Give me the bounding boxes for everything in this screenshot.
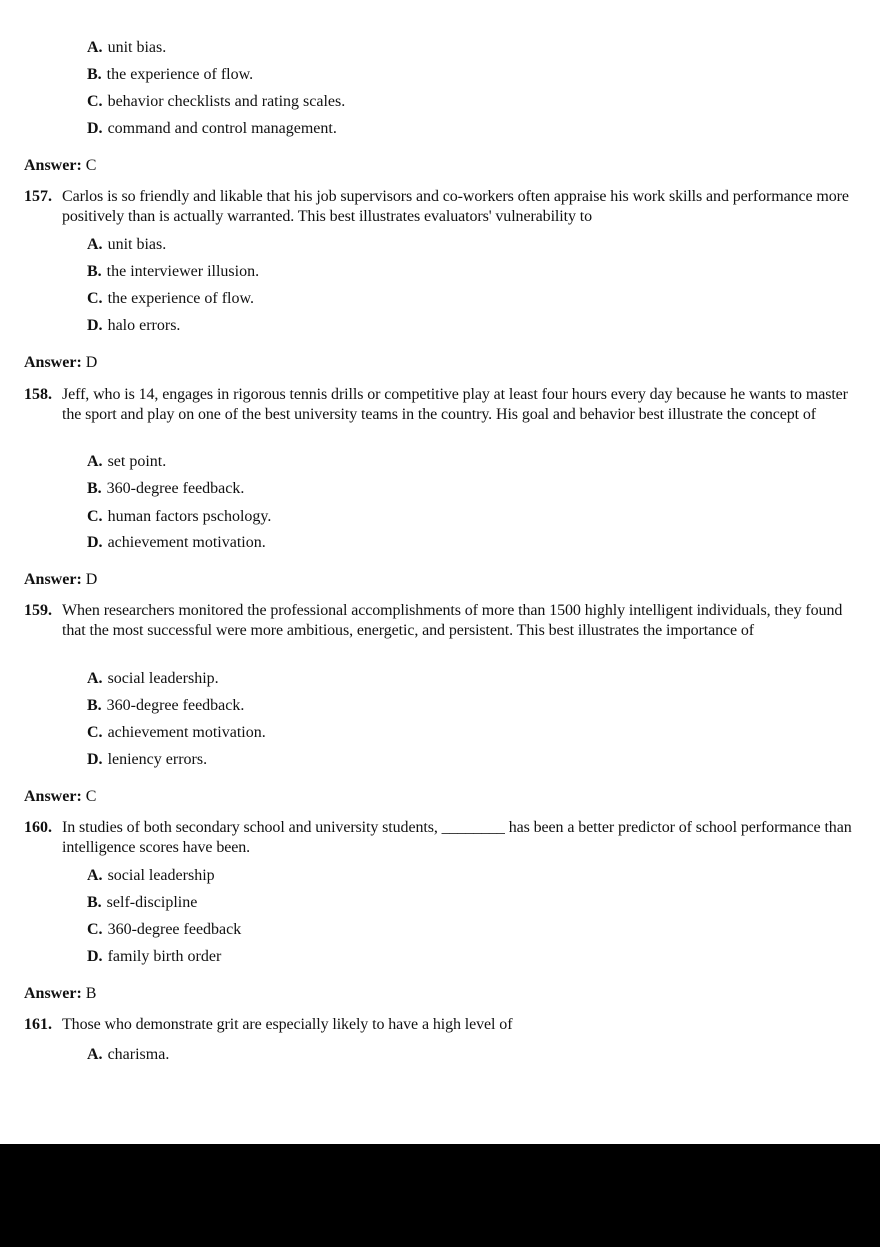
question-stem: Carlos is so friendly and likable that his job supervisors and co-workers often appraise his work skills and performance more positively than is actually warranted. This best illustrates evaluators' vulnerability to	[62, 188, 849, 225]
option-c: C. the experience of flow.	[87, 290, 255, 307]
option-d: D. family birth order	[87, 948, 222, 965]
question-160	[24, 818, 854, 857]
answer-line: Answer: C	[24, 157, 97, 174]
answer-line: Answer: B	[24, 985, 97, 1002]
question-number: 157.	[24, 188, 52, 205]
option-c: C. human factors pschology.	[87, 508, 272, 525]
question-stem: In studies of both secondary school and university students, ________ has been a better predictor of school performance than intelligence scores have been.	[62, 819, 852, 856]
option-a: A. unit bias.	[87, 39, 167, 56]
option-a: A. unit bias.	[87, 236, 167, 253]
option-d: D. leniency errors.	[87, 751, 208, 768]
option-c: C. behavior checklists and rating scales.	[87, 93, 346, 110]
option-a: A. charisma.	[87, 1046, 170, 1063]
option-b: B. self-discipline	[87, 894, 198, 911]
question-stem: When researchers monitored the professional accomplishments of more than 1500 highly intelligent individuals, they found that the most successful were more ambitious, energetic, and persistent. This best illustrates the importance of	[62, 602, 843, 639]
question-stem: Those who demonstrate grit are especially likely to have a high level of	[62, 1016, 513, 1033]
option-a: A. social leadership	[87, 867, 215, 884]
black-bar	[0, 1144, 880, 1247]
question-number: 161.	[24, 1016, 52, 1033]
option-a: A. social leadership.	[87, 670, 219, 687]
option-c: C. 360-degree feedback	[87, 921, 242, 938]
option-b: B. the experience of flow.	[87, 66, 254, 83]
question-number: 158.	[24, 386, 52, 403]
option-b: B. 360-degree feedback.	[87, 697, 245, 714]
question-number: 160.	[24, 819, 52, 836]
question-number: 159.	[24, 602, 52, 619]
question-stem: Jeff, who is 14, engages in rigorous tennis drills or competitive play at least four hours every day because he wants to master the sport and play on one of the best university teams in the country. His goal and behavior best illustrate the concept of	[62, 386, 848, 423]
question-161	[24, 1015, 854, 1035]
question-159	[24, 601, 854, 640]
answer-line: Answer: D	[24, 354, 98, 371]
option-c: C. achievement motivation.	[87, 724, 266, 741]
option-d: D. achievement motivation.	[87, 534, 266, 551]
option-d: D. halo errors.	[87, 317, 181, 334]
option-a: A. set point.	[87, 453, 167, 470]
question-158	[24, 385, 854, 424]
question-157	[24, 187, 854, 226]
option-b: B. the interviewer illusion.	[87, 263, 260, 280]
option-d: D. command and control management.	[87, 120, 337, 137]
answer-line: Answer: D	[24, 571, 98, 588]
option-b: B. 360-degree feedback.	[87, 480, 245, 497]
answer-line: Answer: C	[24, 788, 97, 805]
